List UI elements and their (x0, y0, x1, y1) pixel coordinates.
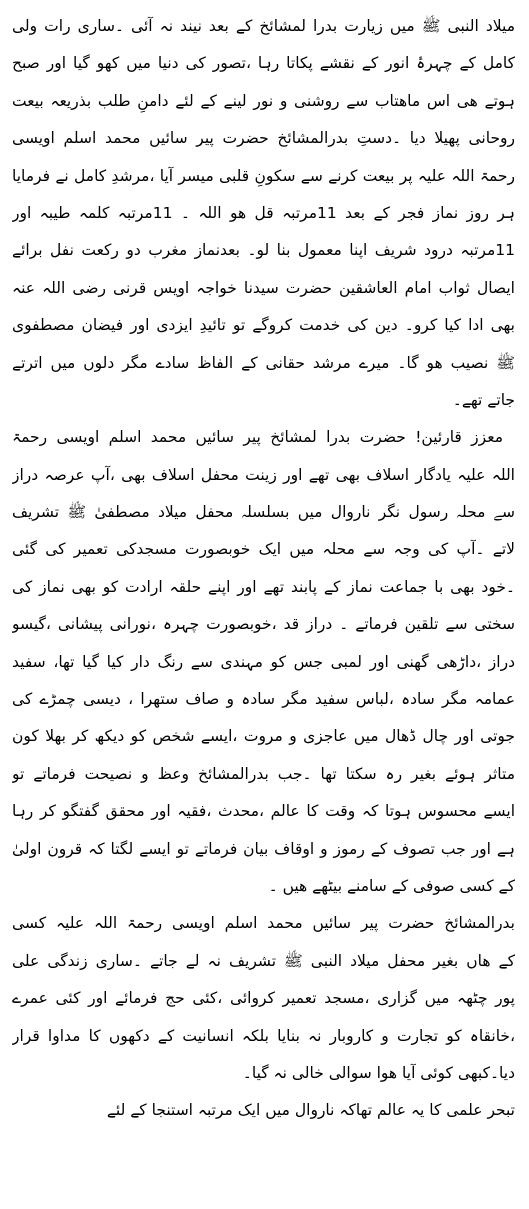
text-line: معزز قارئین! حضرت بدرا لمشائخ پیر سائیں محمد اسلم اویسی رحمۃ (12, 428, 503, 447)
text-line: ایصال ثواب امام العاشقین حضرت سیدنا خواجہ اویس قرنی رضی اللہ عنہ (12, 278, 515, 297)
text-line: تبحر علمی کا یہ عالم تھاکہ ناروال میں ایک مرتبہ استنجا کے لئے (106, 1101, 515, 1120)
text-line: دراز ،داڑھی گھنی اور لمبی جس کو مہندی سے رنگ دار کیا گیا تھا، سفید (12, 652, 515, 671)
text-line: سے محلہ رسول نگر ناروال میں بسلسلہ محفل میلاد مصطفیٰ ﷺ تشریف (12, 503, 515, 522)
text-line: دیا۔کبھی کوئی آیا ھوا سوالی خالی نہ گیا۔ (242, 1063, 515, 1082)
text-line: 11مرتبہ درود شریف اپنا معمول بنا لو۔ بعدنماز مغرب دو رکعت نفل برائے (12, 241, 515, 260)
text-line: بھی ادا کیا کرو۔ دین کی خدمت کروگے تو تائیدِ ایزدی اور فیضان مصطفوی (12, 316, 515, 335)
text-line: سختی سے تلقین فرماتے ۔ دراز قد ،خوبصورت چہرہ ،نورانی پیشانی ،گیسو (12, 615, 515, 634)
paragraph-respected-readers (12, 419, 515, 905)
text-line: ہوتے ھی اس ماھتاب سے روشنی و نور لینے کے لئے دامنِ طلب بذریعہ بیعت (12, 91, 515, 110)
text-line: ،خانقاہ کو تجارت و کاروبار نہ بنایا بلکہ انسانیت کے دکھوں کا مداوا قرار (12, 1026, 515, 1045)
text-line: جاتے تھے۔ (452, 390, 515, 409)
paragraph-dream-and-bayat (12, 8, 515, 419)
text-line: پور چٹھہ میں گزاری ،مسجد تعمیر کروائی ،کئی حج فرمائے اور کئی عمرے (12, 989, 515, 1008)
paragraph-mehfil-milad (12, 905, 515, 1092)
text-line: ہر روز نماز فجر کے بعد 11مرتبہ قل ھو اللہ ۔ 11مرتبہ کلمہ طیبہ اور (12, 203, 515, 222)
text-line: کے کسی صوفی کے سامنے بیٹھے ھیں ۔ (268, 876, 515, 895)
text-line: متاثر ہوئے بغیر رہ سکتا تھا ۔جب بدرالمشائخ وعظ و نصیحت فرماتے تو (12, 764, 515, 783)
text-line: ایسے محسوس ہوتا کہ وقت کا عالم ،محدث ،فقیہ اور محقق گفتگو کر رہا (12, 802, 515, 821)
text-line: ۔خود بھی با جماعت نماز کے پابند تھے اور اپنے حلقہ ارادت کو بھی نماز کی (12, 577, 515, 596)
text-line: رحمۃ اللہ علیہ پر بیعت کرنے سے سکونِ قلبی میسر آیا ،مرشدِ کامل نے فرمایا (12, 166, 515, 185)
text-line: کے ھاں بغیر محفل میلاد النبی ﷺ تشریف نہ لے جاتے ۔ساری زندگی علی (12, 951, 515, 970)
text-line: میلاد النبی ﷺ میں زیارت بدرا لمشائخ کے بعد نیند نہ آئی ۔ساری رات ولی (12, 17, 515, 35)
text-line: عمامہ مگر سادہ ،لباس سفید مگر سادہ و صاف ستھرا ، دیسی چمڑے کی (12, 690, 515, 709)
text-line: ﷺ نصیب ھو گا۔ میرے مرشد حقانی کے الفاظ سادے مگر دلوں میں اترتے (12, 353, 515, 372)
text-line: کامل کے چہرۂ انور کے نقشے پکاتا رہا ،تصور کی دنیا میں کھو گیا اور صبح (12, 54, 515, 73)
text-line: روحانی پھیلا دیا ۔دستِ بدرالمشائخ حضرت پیر سائیں محمد اسلم اویسی (12, 129, 515, 148)
text-line: بدرالمشائخ حضرت پیر سائیں محمد اسلم اویسی رحمۃ اللہ علیہ کسی (12, 914, 515, 933)
text-line: اللہ علیہ یادگار اسلاف بھی تھے اور زینت محفل اسلاف بھی ،آپ عرصہ دراز (12, 465, 515, 484)
text-line: ہے اور جب تصوف کے رموز و اوقاف بیان فرماتے تو ایسے لگتا کہ قرون اولیٰ (12, 839, 515, 858)
paragraph-scholarly-depth (12, 1092, 515, 1129)
text-line: جوتی اور چال ڈھال میں عاجزی و مروت ،ایسے شخص کو دیکھ کر بھلا کون (12, 727, 515, 746)
text-line: لاتے ۔آپ کی وجہ سے محلہ میں ایک خوبصورت مسجدکی تعمیر کی گئی (12, 540, 515, 559)
